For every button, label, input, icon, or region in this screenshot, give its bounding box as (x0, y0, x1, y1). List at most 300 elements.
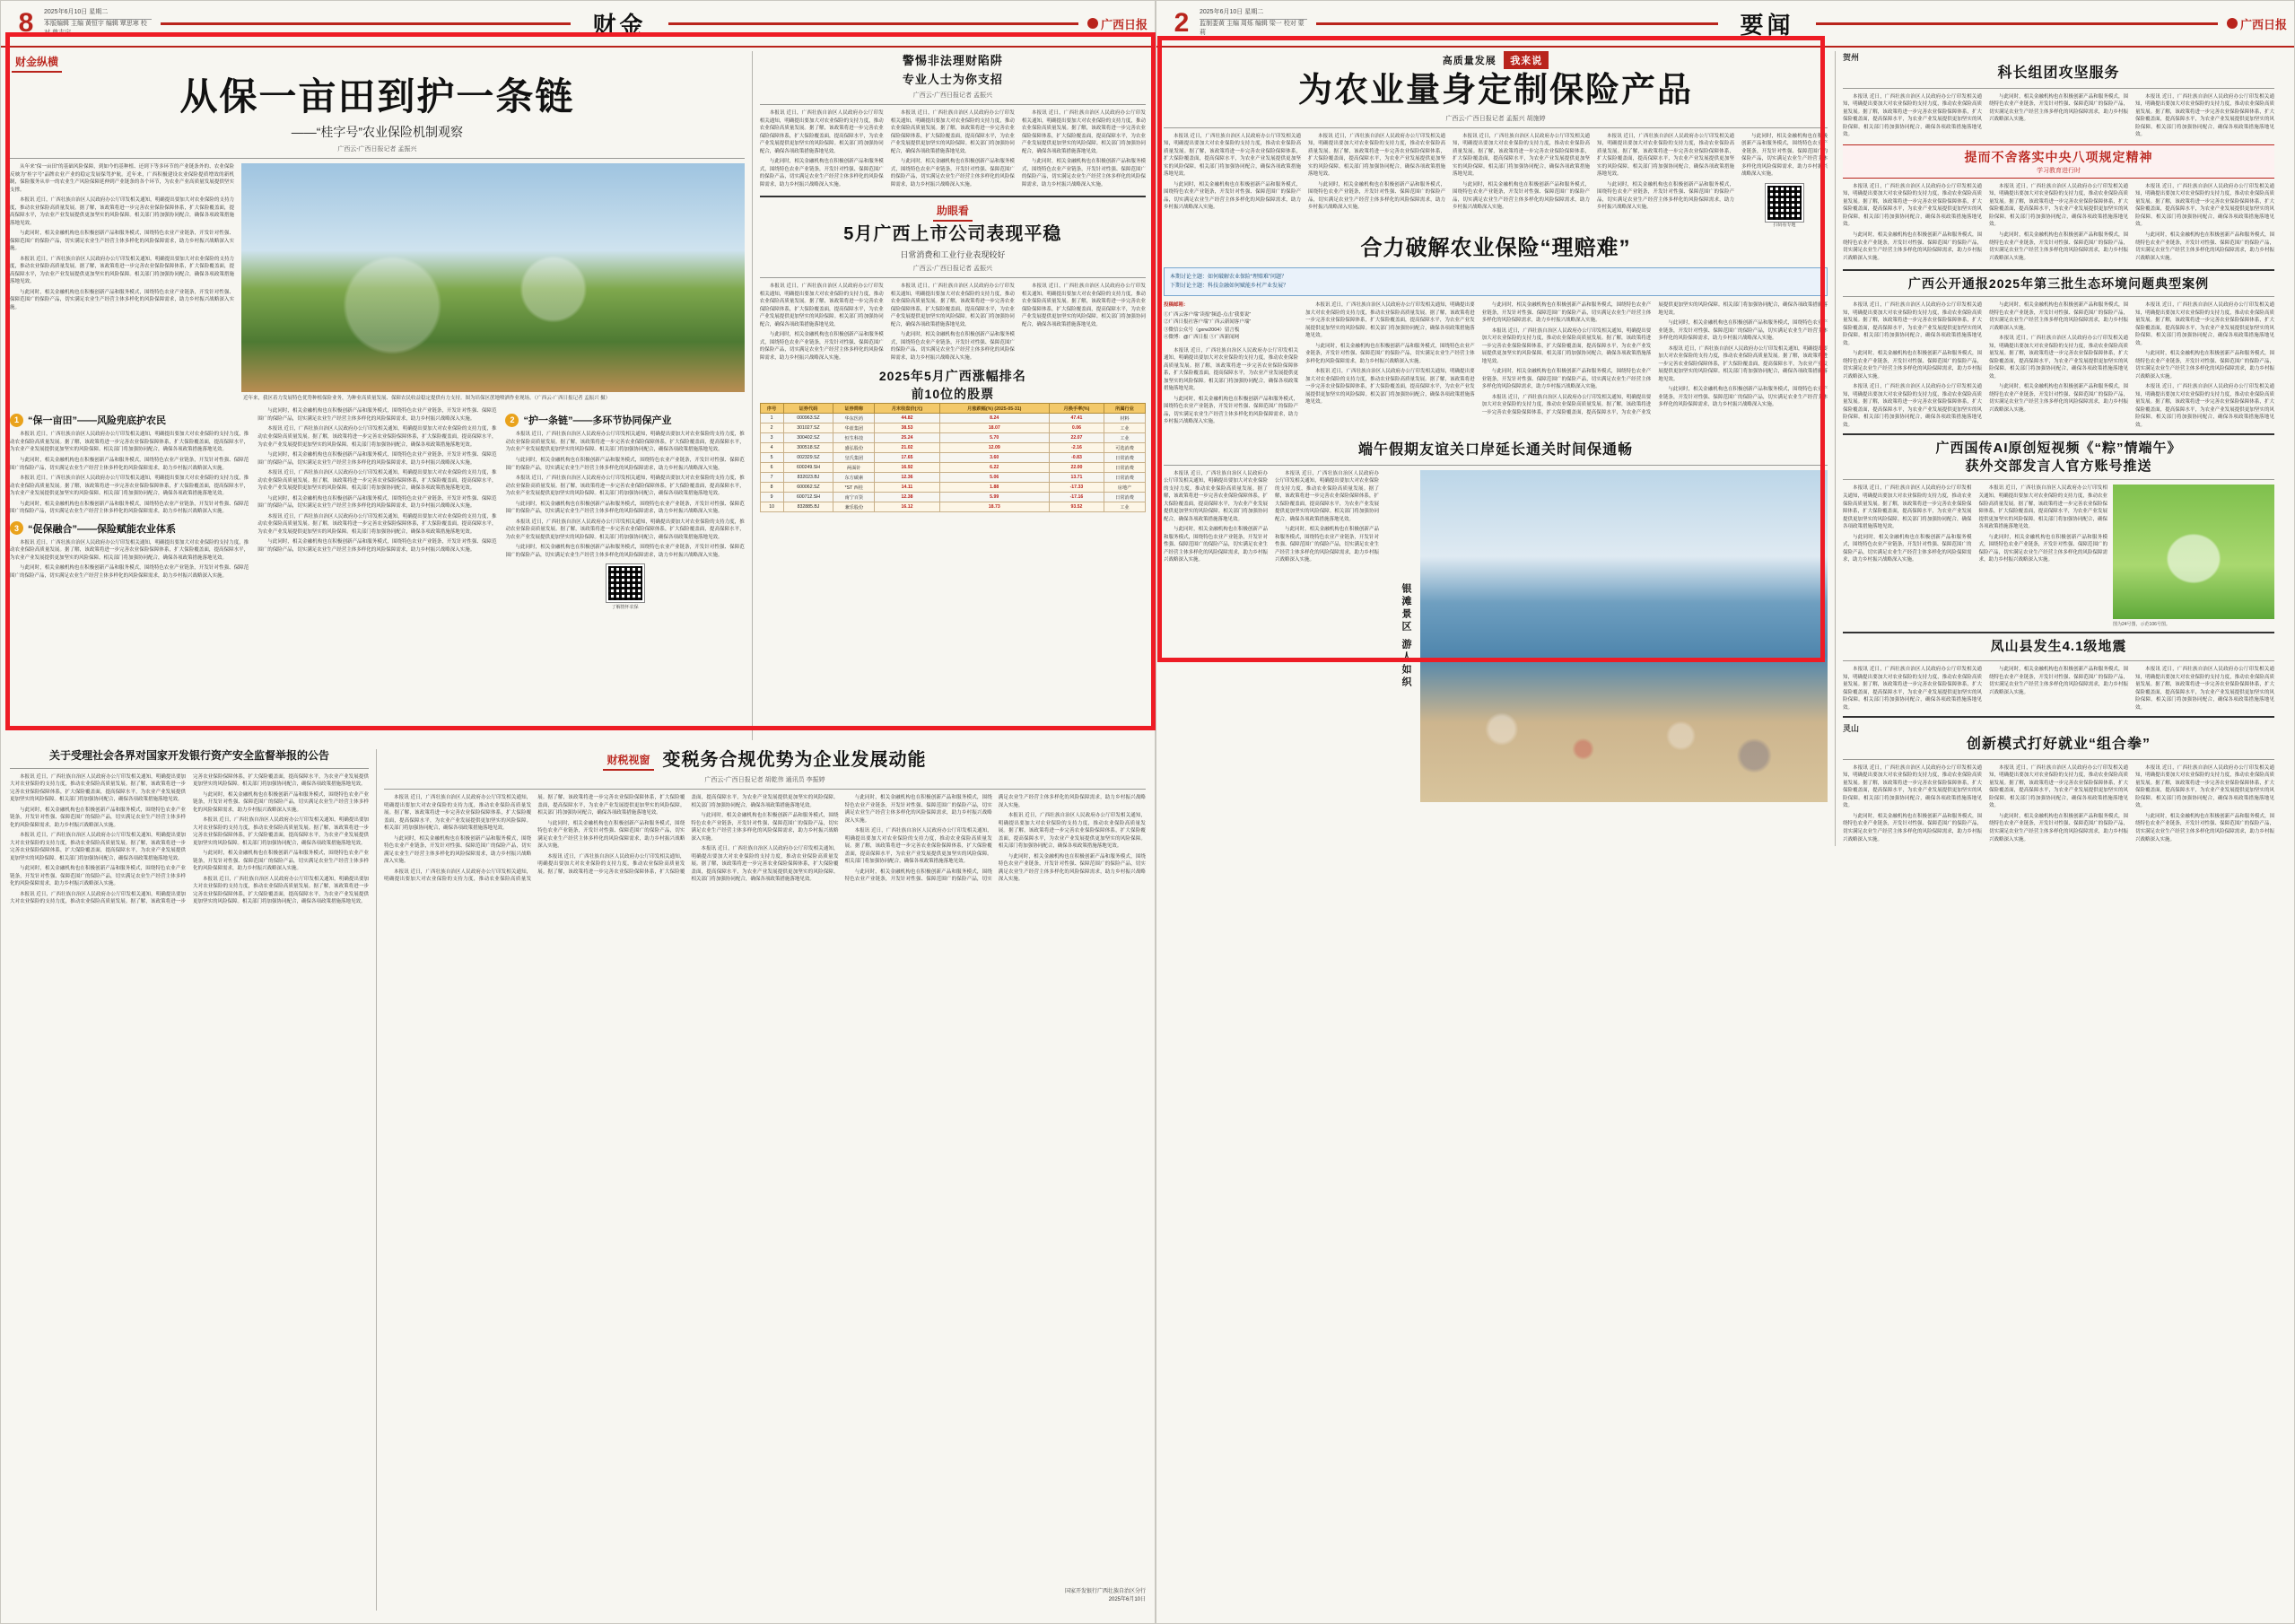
section-heading-1 (10, 413, 249, 427)
table-cell: 301027.SZ (783, 423, 833, 433)
q-p3: 本报讯 近日，广西壮族自治区人民政府办公厅印发相关通知，明确提出要加大对农业保险的支持力度，推动农业保险高质量发展。据了解，该政策将进一步完善农业保险保障体系，扩大保险覆盖面，提高保障水平，为农业产业发展提供更加坚实的风险保障。相关部门将加强协同配合，确保各项政策措施落地见效。 (2135, 666, 2274, 711)
d-p10: 与此同时，相关金融机构也在积极创新产品和服务模式，围绕特色农业产业链条，开发针对性强、保障范围广的保险产品，切实满足农业生产经营主体多样化的风险保障需求，助力乡村振兴战略深入实施。 (1658, 387, 1828, 408)
m-p7: 与此同时，相关金融机构也在积极创新产品和服务模式，围绕特色农业产业链条，开发针对性强、保障范围广的保险产品，切实满足农业生产经营主体多样化的风险保障需求，助力乡村振兴战略深入实施。 (257, 539, 497, 553)
lead-paragraph: 从年来“保一亩田”的基础风险保障，到如今的基种植、还到下等多环节的产业链条外的、农业保险反映为“桂字号”品牌农业产业的稳定发展保驾护航。近年来，广西积极建设农业保险提质增效的新机制，保险服务从单一的农业生产风险保障延伸到产业链条的各个环节，为农业产业高质量发展提供坚实支撑。 (10, 164, 234, 193)
section-label-1: “保一亩田”——风险兜底护农民 (28, 415, 166, 427)
table-cell: 5.99 (939, 493, 1049, 502)
stock-th-3: 月末收盘价(元) (875, 404, 940, 414)
stock-th-2: 证券简称 (833, 404, 875, 414)
stock-th-1: 证券代码 (783, 404, 833, 414)
tax-tag: 财税视窗 (603, 751, 653, 771)
f-p3: 本报讯 近日，广西壮族自治区人民政府办公厅印发相关通知，明确提出要加大对农业保险的支持力度，推动农业保险高质量发展。据了解，该政策将进一步完善农业保险保障体系，扩大保险覆盖面，提高保障水平，为农业产业发展提供更加坚实的风险保障。相关部门将加强协同配合，确保各项政策措施落地见效。 (1308, 133, 1445, 178)
ai-video-caption: 图为24号图，示范106号图。 (2113, 622, 2170, 628)
ai-video-thumbnail (2113, 485, 2274, 619)
table-cell: 1 (760, 414, 783, 423)
table-cell: 22.07 (1049, 433, 1104, 443)
section-number-2: 2 (505, 414, 519, 427)
e-p2: 与此同时，相关金融机构也在积极创新产品和服务模式，围绕特色农业产业链条，开发针对性强、保障范围广的保险产品，切实满足农业生产经营主体多样化的风险保障需求，助力乡村振兴战略深入实施。 (1843, 351, 1982, 380)
fr-p1: 本报讯 近日，广西壮族自治区人民政府办公厅印发相关通知，明确提出要加大对农业保险的支持力度，推动农业保险高质量发展。据了解，该政策将进一步完善农业保险保障体系，扩大保险覆盖面，提高保障水平，为农业产业发展提供更加坚实的风险保障。相关部门将加强协同配合，确保各项政策措施落地见效。 (1164, 470, 1268, 522)
sa-p1: 本报讯 近日，广西壮族自治区人民政府办公厅印发相关通知，明确提出要加大对农业保险的支持力度，推动农业保险高质量发展。据了解，该政策将进一步完善农业保险保障体系，扩大保险覆盖面，提高保障水平，为农业产业发展提供更加坚实的风险保障。相关部门将加强协同配合，确保各项政策措施落地见效。 (759, 284, 884, 327)
masthead-rule-left-2 (668, 22, 1078, 25)
m-p4: 本报讯 近日，广西壮族自治区人民政府办公厅印发相关通知，明确提出要加大对农业保险的支持力度，推动农业保险高质量发展。据了解，该政策将进一步完善农业保险保障体系，扩大保险覆盖面，提高保障水平，为农业产业发展提供更加坚实的风险保障。相关部门将加强协同配合，确保各项政策措施落地见效。 (257, 470, 497, 492)
mid-body-col (257, 407, 496, 554)
column-tag: 财金纵横 (12, 53, 62, 73)
table-cell: 22.00 (1049, 463, 1104, 473)
s2-p1: 本报讯 近日，广西壮族自治区人民政府办公厅印发相关通知，明确提出要加大对农业保险的支持力度，推动农业保险高质量发展。据了解，该政策将进一步完善农业保险保障体系，扩大保险覆盖面，提高保障水平，为农业产业发展提供更加坚实的风险保障。相关部门将加强协同配合，确保各项政策措施落地见效。 (505, 432, 745, 453)
warning-body (760, 109, 1146, 191)
table-cell: 1.88 (939, 483, 1049, 493)
newspaper-sheet-right (1156, 0, 2295, 1624)
f-side-p: 与此同时，相关金融机构也在积极创新产品和服务模式，围绕特色农业产业链条，开发针对性强、保障范围广的保险产品，切实满足农业生产经营主体多样化的风险保障需求，助力乡村振兴战略深入实施。 (1741, 133, 1828, 178)
sa-p4: 与此同时，相关金融机构也在积极创新产品和服务模式，围绕特色农业产业链条，开发针对性强、保障范围广的保险产品，切实满足农业生产经营主体多样化的风险保障需求，助力乡村振兴战略深入实施。 (890, 332, 1015, 361)
earthquake-body (1843, 666, 2274, 712)
announcement-title: 关于受理社会各界对国家开发银行资产安全监督举报的公告 (48, 749, 329, 762)
table-cell: 5.06 (939, 473, 1049, 483)
table-cell: 8.24 (939, 414, 1049, 423)
page-subtitle: ——“桂字号”农业保险机制观察 (291, 125, 464, 140)
t-p8: 与此同时，相关金融机构也在积极创新产品和服务模式，围绕特色农业产业链条，开发针对性强、保障范围广的保险产品，切实满足农业生产经营主体多样化的风险保障需求，助力乡村振兴战略深入实施。 (844, 795, 992, 824)
tax-title: 变税务合规优势为企业发展动能 (662, 750, 927, 770)
location-tag-hezhou: 贺州 (1843, 53, 1860, 62)
paper-logo-left-text: 广西日报 (1100, 17, 1148, 31)
discussion-topic-box (1164, 267, 1828, 296)
d-p9: 本报讯 近日，广西壮族自治区人民政府办公厅印发相关通知，明确提出要加大对农业保险的支持力度，推动农业保险高质量发展。据了解，该政策将进一步完善农业保险保障体系，扩大保险覆盖面，提高保障水平，为农业产业发展提供更加坚实的风险保障。相关部门将加强协同配合，确保各项政策措施落地见效。 (1658, 345, 1828, 382)
hezhou-title: 科长组团攻坚服务 (1997, 65, 2120, 81)
h-p3: 本报讯 近日，广西壮族自治区人民政府办公厅印发相关通知，明确提出要加大对农业保险的支持力度，推动农业保险高质量发展。据了解，该政策将进一步完善农业保险保障体系，扩大保险覆盖面，提高保障水平，为农业产业发展提供更加坚实的风险保障。相关部门将加强协同配合，确保各项政策措施落地见效。 (2135, 93, 2274, 138)
w-p4: 与此同时，相关金融机构也在积极创新产品和服务模式，围绕特色农业产业链条，开发针对性强、保障范围广的保险产品，切实满足农业生产经营主体多样化的风险保障需求，助力乡村振兴战略深入实施。 (890, 159, 1015, 188)
s2-p2: 与此同时，相关金融机构也在积极创新产品和服务模式，围绕特色农业产业链条，开发针对性强、保障范围广的保险产品，切实满足农业生产经营主体多样化的风险保障需求，助力乡村振兴战略深入实施。 (505, 457, 745, 471)
section-number-3: 3 (10, 521, 23, 535)
masthead-date-line2: 本版编辑 主编 黄恒宇 编辑 覃思寒 校对 曾志宁 (44, 20, 147, 37)
section-title-right: 要闻 (1740, 11, 1794, 39)
masthead-date-right-line1: 2025年6月10日 星期二 (1200, 8, 1307, 20)
section-body-3 (10, 539, 249, 581)
y-p5: 本报讯 近日，广西壮族自治区人民政府办公厅印发相关通知，明确提出要加大对农业保险的支持力度，推动农业保险高质量发展。据了解，该政策将进一步完善农业保险保障体系，扩大保险覆盖面，提高保障水平，为农业产业发展提供更加坚实的风险保障。相关部门将加强协同配合，确保各项政策措施落地见效。 (2135, 764, 2274, 809)
topic-next: 下期讨论主题：科技金融如何赋能乡村产业发展？ (1170, 284, 1289, 290)
table-cell: 9 (760, 493, 783, 502)
topic-current: 本期讨论主题：如何破解农业保险“理赔难”问题？ (1170, 274, 1287, 280)
feature-qr-caption: 扫码看专题 (1773, 222, 1796, 228)
d-p6: 与此同时，相关金融机构也在积极创新产品和服务模式，围绕特色农业产业链条，开发针对性强、保障范围广的保险产品，切实满足农业生产经营主体多样化的风险保障需求，助力乡村振兴战略深入实施。 (1481, 369, 1652, 390)
logo-mark-icon-right (2227, 18, 2238, 29)
d-p3: 本报讯 近日，广西壮族自治区人民政府办公厅印发相关通知，明确提出要加大对农业保险的支持力度，推动农业保险高质量发展。据了解，该政策将进一步完善农业保险保障体系，扩大保险覆盖面，提高保障水平，为农业产业发展提供更加坚实的风险保障。相关部门将加强协同配合，确保各项政策措施落地见效。 (1305, 369, 1475, 406)
earthquake-title: 凤山县发生4.1级地震 (1990, 639, 2127, 655)
beach-cap-1: 银滩景区 (1401, 582, 1411, 633)
page-number-right: 2 (1174, 8, 1190, 38)
t-p6: 与此同时，相关金融机构也在积极创新产品和服务模式，围绕特色农业产业链条，开发针对性强、保障范围广的保险产品，切实满足农业生产经营主体多样化的风险保障需求，助力乡村振兴战略深入实施。 (691, 813, 839, 842)
table-row (760, 502, 1145, 512)
section-title-left: 财金 (592, 11, 647, 39)
m-p5: 与此同时，相关金融机构也在积极创新产品和服务模式，围绕特色农业产业链条，开发针对性强、保障范围广的保险产品，切实满足农业生产经营主体多样化的风险保障需求，助力乡村振兴战略深入实施。 (257, 495, 497, 510)
t-p5: 本报讯 近日，广西壮族自治区人民政府办公厅印发相关通知，明确提出要加大对农业保险的支持力度，推动农业保险高质量发展。据了解，该政策将进一步完善农业保险保障体系，扩大保险覆盖面，提高保障水平，为农业产业发展提供更加坚实的风险保障。相关部门将加强协同配合，确保各项政策措施落地见效。 (537, 795, 839, 875)
employment-body (1843, 764, 2274, 846)
a-p3: 本报讯 近日，广西壮族自治区人民政府办公厅印发相关通知，明确提出要加大对农业保险的支持力度，推动农业保险高质量发展。据了解，该政策将进一步完善农业保险保障体系，扩大保险覆盖面，提高保障水平，为农业产业发展提供更加坚实的风险保障。相关部门将加强协同配合，确保各项政策措施落地见效。 (10, 833, 186, 861)
table-cell: 工业 (1104, 433, 1146, 443)
table-cell: 600249.SH (783, 463, 833, 473)
table-cell: 盛弘股份 (833, 443, 875, 453)
table-cell: -17.16 (1049, 493, 1104, 502)
feature-body-top (1164, 133, 1734, 228)
s2-p4: 与此同时，相关金融机构也在积极创新产品和服务模式，围绕特色农业产业链条，开发针对性强、保障范围广的保险产品，切实满足农业生产经营主体多样化的风险保障需求，助力乡村振兴战略深入实施。 (505, 501, 745, 515)
submission-block (1164, 301, 1298, 429)
e-p8: 与此同时，相关金融机构也在积极创新产品和服务模式，围绕特色农业产业链条，开发针对性强、保障范围广的保险产品，切实满足农业生产经营主体多样化的风险保障需求，助力乡村振兴战略深入实施。 (2135, 351, 2274, 380)
hezhou-body (1843, 93, 2274, 139)
table-cell: 东方碳素 (833, 473, 875, 483)
v-p4: 与此同时，相关金融机构也在积极创新产品和服务模式，围绕特色农业产业链条，开发针对性强、保障范围广的保险产品，切实满足农业生产经营主体多样化的风险保障需求，助力乡村振兴战略深入实施。 (1978, 534, 2107, 563)
feature-byline: 广西云-广西日报记者 孟振兴 胡施婷 (1445, 115, 1546, 122)
table-cell: 5.70 (939, 433, 1049, 443)
table-cell: 日常消费 (1104, 473, 1146, 483)
beach-photo-caption (1386, 470, 1413, 802)
section-number-1: 1 (10, 414, 23, 427)
table-cell: -17.33 (1049, 483, 1104, 493)
s1-p3: 本报讯 近日，广西壮族自治区人民政府办公厅印发相关通知，明确提出要加大对农业保险的支持力度，推动农业保险高质量发展。据了解，该政策将进一步完善农业保险保障体系，扩大保险覆盖面，提高保障水平，为农业产业发展提供更加坚实的风险保障。相关部门将加强协同配合，确保各项政策措施落地见效。 (10, 476, 249, 497)
m-p1: 与此同时，相关金融机构也在积极创新产品和服务模式，围绕特色农业产业链条，开发针对性强、保障范围广的保险产品，切实满足农业生产经营主体多样化的风险保障需求，助力乡村振兴战略深入实施。 (257, 408, 497, 422)
table-cell: 8 (760, 483, 783, 493)
table-cell: 7 (760, 473, 783, 483)
table-cell: 16.92 (875, 463, 940, 473)
e-p7: 本报讯 近日，广西壮族自治区人民政府办公厅印发相关通知，明确提出要加大对农业保险的支持力度，推动农业保险高质量发展。据了解，该政策将进一步完善农业保险保障体系，扩大保险覆盖面，提高保障水平，为农业产业发展提供更加坚实的风险保障。相关部门将加强协同配合，确保各项政策措施落地见效。 (2135, 302, 2274, 346)
table-cell: 2 (760, 423, 783, 433)
tax-byline: 广西云-广西日报记者 胡乾伟 通讯员 李振婷 (704, 777, 825, 783)
sa-p3: 本报讯 近日，广西壮族自治区人民政府办公厅印发相关通知，明确提出要加大对农业保险的支持力度，推动农业保险高质量发展。据了解，该政策将进一步完善农业保险保障体系，扩大保险覆盖面，提高保障水平，为农业产业发展提供更加坚实的风险保障。相关部门将加强协同配合，确保各项政策措施落地见效。 (890, 284, 1015, 327)
table-cell: 工业 (1104, 502, 1146, 512)
lead-column (10, 163, 234, 402)
w-p3: 本报讯 近日，广西壮族自治区人民政府办公厅印发相关通知，明确提出要加大对农业保险的支持力度，推动农业保险高质量发展。据了解，该政策将进一步完善农业保险保障体系，扩大保险覆盖面，提高保障水平，为农业产业发展提供更加坚实的风险保障。相关部门将加强协同配合，确保各项政策措施落地见效。 (890, 110, 1015, 154)
stock-table-title-2: 前10位的股票 (911, 387, 995, 402)
t-p1: 本报讯 近日，广西壮族自治区人民政府办公厅印发相关通知，明确提出要加大对农业保险的支持力度，推动农业保险高质量发展。据了解，该政策将进一步完善农业保险保障体系，扩大保险覆盖面，提高保障水平，为农业产业发展提供更加坚实的风险保障。相关部门将加强协同配合，确保各项政策措施落地见效。 (384, 795, 532, 832)
table-cell: 可选消费 (1104, 443, 1146, 453)
table-cell: 6 (760, 463, 783, 473)
page-number-left: 8 (18, 8, 34, 38)
table-cell: 12.36 (875, 473, 940, 483)
masthead-date-left (44, 8, 152, 39)
s2-p5: 本报讯 近日，广西壮族自治区人民政府办公厅印发相关通知，明确提出要加大对农业保险的支持力度，推动农业保险高质量发展。据了解，该政策将进一步完善农业保险保障体系，扩大保险覆盖面，提高保障水平，为农业产业发展提供更加坚实的风险保障。相关部门将加强协同配合，确保各项政策措施落地见效。 (505, 519, 745, 540)
table-row (760, 443, 1145, 453)
f-side-text (1741, 133, 1828, 179)
stock-table-title-1: 2025年5月广西涨幅排名 (878, 369, 1026, 384)
v-p1: 本报讯 近日，广西壮族自治区人民政府办公厅印发相关通知，明确提出要加大对农业保险的支持力度，推动农业保险高质量发展。据了解，该政策将进一步完善农业保险保障体系，扩大保险覆盖面，提高保障水平，为农业产业发展提供更加坚实的风险保障。相关部门将加强协同配合，确保各项政策措施落地见效。 (1843, 485, 1972, 530)
right-news-column (1835, 51, 2274, 846)
table-cell: 38.53 (875, 423, 940, 433)
table-row (760, 433, 1145, 443)
y-p3: 本报讯 近日，广西壮族自治区人民政府办公厅印发相关通知，明确提出要加大对农业保险的支持力度，推动农业保险高质量发展。据了解，该政策将进一步完善农业保险保障体系，扩大保险覆盖面，提高保障水平，为农业产业发展提供更加坚实的风险保障。相关部门将加强协同配合，确保各项政策措施落地见效。 (1989, 764, 2128, 809)
c-p3: 本报讯 近日，广西壮族自治区人民政府办公厅印发相关通知，明确提出要加大对农业保险的支持力度，推动农业保险高质量发展。据了解，该政策将进一步完善农业保险保障体系，扩大保险覆盖面，提高保障水平，为农业产业发展提供更加坚实的风险保障。相关部门将加强协同配合，确保各项政策措施落地见效。 (1989, 183, 2128, 228)
stock-th-5: 月换手率(%) (1049, 404, 1104, 414)
campaign-banner-sub: 学习教育进行时 (2037, 167, 2081, 174)
contact-label: 投稿邮箱： (1164, 302, 1189, 309)
sa-p5: 本报讯 近日，广西壮族自治区人民政府办公厅印发相关通知，明确提出要加大对农业保险的支持力度，推动农业保险高质量发展。据了解，该政策将进一步完善农业保险保障体系，扩大保险覆盖面，提高保障水平，为农业产业发展提供更加坚实的风险保障。相关部门将加强协同配合，确保各项政策措施落地见效。 (1021, 284, 1146, 327)
section-label-2: “护一条链”——多环节协同保产业 (523, 415, 672, 427)
a-p9: 本报讯 近日，广西壮族自治区人民政府办公厅印发相关通知，明确提出要加大对农业保险的支持力度，推动农业保险高质量发展。据了解，该政策将进一步完善农业保险保障体系，扩大保险覆盖面，提高保障水平，为农业产业发展提供更加坚实的风险保障。相关部门将加强协同配合，确保各项政策措施落地见效。 (193, 876, 369, 905)
table-cell: 10 (760, 502, 783, 512)
f-p8: 与此同时，相关金融机构也在积极创新产品和服务模式，围绕特色农业产业链条，开发针对性强、保障范围广的保险产品，切实满足农业生产经营主体多样化的风险保障需求，助力乡村振兴战略深入实施。 (1597, 181, 1734, 211)
feature-qr-col (1741, 133, 1828, 228)
table-cell: 17.65 (875, 453, 940, 463)
a-p4: 与此同时，相关金融机构也在积极创新产品和服务模式，围绕特色农业产业链条，开发针对性强、保障范围广的保险产品，切实满足农业生产经营主体多样化的风险保障需求，助力乡村振兴战略深入实施。 (10, 866, 186, 887)
stock-article-byline: 广西云-广西日报记者 孟振兴 (912, 266, 992, 273)
contact-line-3: ③微信公众号（gxrw2004）留言板 (1164, 327, 1240, 333)
t-p9: 本报讯 近日，广西壮族自治区人民政府办公厅印发相关通知，明确提出要加大对农业保险的支持力度，推动农业保险高质量发展。据了解，该政策将进一步完善农业保险保障体系，扩大保险覆盖面，提高保障水平，为农业产业发展提供更加坚实的风险保障。相关部门将加强协同配合，确保各项政策措施落地见效。 (844, 828, 992, 865)
table-row (760, 453, 1145, 463)
stock-article-sub: 日常消费和工业行业表现较好 (900, 250, 1006, 260)
filler-p-1: 本报讯 近日，广西壮族自治区人民政府办公厅印发相关通知，明确提出要加大对农业保险的支持力度，推动农业保险高质量发展。据了解，该政策将进一步完善农业保险保障体系，扩大保险覆盖面，提高保障水平，为农业产业发展提供更加坚实的风险保障。相关部门将加强协同配合，确保各项政策措施落地见效。 (10, 197, 234, 226)
feature-qr-block[interactable]: 了解情怀农保 (505, 564, 744, 610)
filler-p-2: 与此同时，相关金融机构也在积极创新产品和服务模式，围绕特色农业产业链条，开发针对性强、保障范围广的保险产品，切实满足农业生产经营主体多样化的风险保障需求，助力乡村振兴战略深入实施。 (10, 231, 234, 252)
f-p7: 本报讯 近日，广西壮族自治区人民政府办公厅印发相关通知，明确提出要加大对农业保险的支持力度，推动农业保险高质量发展。据了解，该政策将进一步完善农业保险保障体系，扩大保险覆盖面，提高保障水平，为农业产业发展提供更加坚实的风险保障。相关部门将加强协同配合，确保各项政策措施落地见效。 (1597, 133, 1734, 178)
c-p6: 与此同时，相关金融机构也在积极创新产品和服务模式，围绕特色农业产业链条，开发针对性强、保障范围广的保险产品，切实满足农业生产经营主体多样化的风险保障需求，助力乡村振兴战略深入实施。 (2135, 231, 2274, 261)
d-p8: 与此同时，相关金融机构也在积极创新产品和服务模式，围绕特色农业产业链条，开发针对性强、保障范围广的保险产品，切实满足农业生产经营主体多样化的风险保障需求，助力乡村振兴战略深入实施。 (1658, 320, 1828, 342)
feature-photo (241, 163, 745, 392)
left-page-body (1, 48, 1155, 1623)
fr-p4: 与此同时，相关金融机构也在积极创新产品和服务模式，围绕特色农业产业链条，开发针对性强、保障范围广的保险产品，切实满足农业生产经营主体多样化的风险保障需求，助力乡村振兴战略深入实施。 (1275, 527, 1379, 563)
d-p1: 本报讯 近日，广西壮族自治区人民政府办公厅印发相关通知，明确提出要加大对农业保险的支持力度，推动农业保险高质量发展。据了解，该政策将进一步完善农业保险保障体系，扩大保险覆盖面，提高保障水平，为农业产业发展提供更加坚实的风险保障。相关部门将加强协同配合，确保各项政策措施落地见效。 (1305, 302, 1475, 339)
feature-kicker (1164, 51, 1828, 69)
tax-body (384, 794, 1146, 1584)
campaign-banner: 提而不舍落实中央八项规定精神 (1964, 149, 2153, 164)
qr-code-icon-feature[interactable] (1766, 184, 1803, 222)
t-p10: 与此同时，相关金融机构也在积极创新产品和服务模式，围绕特色农业产业链条，开发针对性强、保障范围广的保险产品，切实满足农业生产经营主体多样化的风险保障需求，助力乡村振兴战略深入实施。 (844, 795, 1146, 883)
brand-tag-fin: 助眼看 (933, 202, 973, 222)
a-p6: 与此同时，相关金融机构也在积极创新产品和服务模式，围绕特色农业产业链条，开发针对性强、保障范围广的保险产品，切实满足农业生产经营主体多样化的风险保障需求，助力乡村振兴战略深入实施。 (193, 791, 369, 813)
table-row (760, 463, 1145, 473)
table-cell: 002329.SZ (783, 453, 833, 463)
table-cell: 13.71 (1049, 473, 1104, 483)
d-p2: 与此同时，相关金融机构也在积极创新产品和服务模式，围绕特色农业产业链条，开发针对性强、保障范围广的保险产品，切实满足农业生产经营主体多样化的风险保障需求，助力乡村振兴战略深入实施。 (1305, 343, 1475, 364)
t-p2: 与此同时，相关金融机构也在积极创新产品和服务模式，围绕特色农业产业链条，开发针对性强、保障范围广的保险产品，切实满足农业生产经营主体多样化的风险保障需求，助力乡村振兴战略深入实施。 (384, 835, 532, 865)
s3-p1: 本报讯 近日，广西壮族自治区人民政府办公厅印发相关通知，明确提出要加大对农业保险的支持力度，推动农业保险高质量发展。据了解，该政策将进一步完善农业保险保障体系，扩大保险覆盖面，提高保障水平，为农业产业发展提供更加坚实的风险保障。相关部门将加强协同配合，确保各项政策措施落地见效。 (10, 539, 249, 561)
w-p1: 本报讯 近日，广西壮族自治区人民政府办公厅印发相关通知，明确提出要加大对农业保险的支持力度，推动农业保险高质量发展。据了解，该政策将进一步完善农业保险保障体系，扩大保险覆盖面，提高保障水平，为农业产业发展提供更加坚实的风险保障。相关部门将加强协同配合，确保各项政策措施落地见效。 (759, 110, 884, 154)
e-p5: 本报讯 近日，广西壮族自治区人民政府办公厅印发相关通知，明确提出要加大对农业保险的支持力度，推动农业保险高质量发展。据了解，该政策将进一步完善农业保险保障体系，扩大保险覆盖面，提高保障水平，为农业产业发展提供更加坚实的风险保障。相关部门将加强协同配合，确保各项政策措施落地见效。 (1989, 336, 2128, 380)
table-cell: 皇氏集团 (833, 453, 875, 463)
paper-logo-right (2227, 15, 2287, 32)
filler-p-3: 本报讯 近日，广西壮族自治区人民政府办公厅印发相关通知，明确提出要加大对农业保险的支持力度，推动农业保险高质量发展。据了解，该政策将进一步完善农业保险保障体系，扩大保险覆盖面，提高保障水平，为农业产业发展提供更加坚实的风险保障。相关部门将加强协同配合，确保各项政策措施落地见效。 (10, 256, 234, 285)
right-page-body (1156, 48, 2294, 1623)
warning-byline: 广西云-广西日报记者 孟振兴 (912, 92, 992, 99)
f-p1: 本报讯 近日，广西壮族自治区人民政府办公厅印发相关通知，明确提出要加大对农业保险的支持力度，推动农业保险高质量发展。据了解，该政策将进一步完善农业保险保障体系，扩大保险覆盖面，提高保障水平，为农业产业发展提供更加坚实的风险保障。相关部门将加强协同配合，确保各项政策措施落地见效。 (1164, 133, 1301, 178)
s2-p3: 本报讯 近日，广西壮族自治区人民政府办公厅印发相关通知，明确提出要加大对农业保险的支持力度，推动农业保险高质量发展。据了解，该政策将进一步完善农业保险保障体系，扩大保险覆盖面，提高保障水平，为农业产业发展提供更加坚实的风险保障。相关部门将加强协同配合，确保各项政策措施落地见效。 (505, 476, 745, 497)
stock-table (760, 403, 1146, 512)
q-p2: 与此同时，相关金融机构也在积极创新产品和服务模式，围绕特色农业产业链条，开发针对性强、保障范围广的保险产品，切实满足农业生产经营主体多样化的风险保障需求，助力乡村振兴战略深入实施。 (1989, 666, 2128, 695)
table-cell: *ST 西桂 (833, 483, 875, 493)
section-label-3: “促保融合”——保险赋能农业体系 (28, 523, 176, 535)
d-p5: 本报讯 近日，广西壮族自治区人民政府办公厅印发相关通知，明确提出要加大对农业保险的支持力度，推动农业保险高质量发展。据了解，该政策将进一步完善农业保险保障体系，扩大保险覆盖面，提高保障水平，为农业产业发展提供更加坚实的风险保障。相关部门将加强协同配合，确保各项政策措施落地见效。 (1481, 327, 1652, 364)
section-heading-3 (10, 521, 249, 536)
table-cell: 日常消费 (1104, 453, 1146, 463)
table-cell: 日常消费 (1104, 463, 1146, 473)
masthead-date-line1: 2025年6月10日 星期二 (44, 8, 152, 20)
employment-title: 创新模式打好就业“组合拳” (1966, 737, 2151, 753)
feature-qr-wrap[interactable] (1741, 184, 1828, 228)
table-cell: 房地产 (1104, 483, 1146, 493)
a-p2: 与此同时，相关金融机构也在积极创新产品和服务模式，围绕特色农业产业链条，开发针对性强、保障范围广的保险产品，切实满足农业生产经营主体多样化的风险保障需求，助力乡村振兴战略深入实施。 (10, 807, 186, 828)
table-cell: 18.73 (939, 502, 1049, 512)
v-p3: 本报讯 近日，广西壮族自治区人民政府办公厅印发相关通知，明确提出要加大对农业保险的支持力度，推动农业保险高质量发展。据了解，该政策将进一步完善农业保险保障体系，扩大保险覆盖面，提高保障水平，为农业产业发展提供更加坚实的风险保障。相关部门将加强协同配合，确保各项政策措施落地见效。 (1978, 485, 2107, 530)
tax-footer-date: 2025年6月10日 (1108, 1597, 1146, 1602)
e-p3: 本报讯 近日，广西壮族自治区人民政府办公厅印发相关通知，明确提出要加大对农业保险的支持力度，推动农业保险高质量发展。据了解，该政策将进一步完善农业保险保障体系，扩大保险覆盖面，提高保障水平，为农业产业发展提供更加坚实的风险保障。相关部门将加强协同配合，确保各项政策措施落地见效。 (1843, 384, 1982, 428)
page-title: 从保一亩田到护一条链 (179, 75, 575, 118)
d-p4: 与此同时，相关金融机构也在积极创新产品和服务模式，围绕特色农业产业链条，开发针对性强、保障范围广的保险产品，切实满足农业生产经营主体多样化的风险保障需求，助力乡村振兴战略深入实施。 (1481, 302, 1652, 324)
warning-title-1: 警惕非法理财陷阱 (902, 54, 1003, 67)
stock-th-4: 月涨跌幅(%) (2025-05-31) (939, 404, 1049, 414)
table-cell: 21.02 (875, 443, 940, 453)
kicker-black-text: 高质量发展 (1442, 56, 1497, 66)
v-p2: 与此同时，相关金融机构也在积极创新产品和服务模式，围绕特色农业产业链条，开发针对性强、保障范围广的保险产品，切实满足农业生产经营主体多样化的风险保障需求，助力乡村振兴战略深入实施。 (1843, 534, 1972, 563)
feature-headline: 为农业量身定制保险产品 (1297, 72, 1693, 109)
table-cell: 两面针 (833, 463, 875, 473)
paper-logo-right-text: 广西日报 (2239, 17, 2287, 31)
beach-photo (1420, 470, 1828, 802)
tax-article (376, 749, 1146, 1611)
w-p5: 本报讯 近日，广西壮族自治区人民政府办公厅印发相关通知，明确提出要加大对农业保险的支持力度，推动农业保险高质量发展。据了解，该政策将进一步完善农业保险保障体系，扩大保险覆盖面，提高保障水平，为农业产业发展提供更加坚实的风险保障。相关部门将加强协同配合，确保各项政策措施落地见效。 (1021, 110, 1146, 154)
sa-p2: 与此同时，相关金融机构也在积极创新产品和服务模式，围绕特色农业产业链条，开发针对性强、保障范围广的保险产品，切实满足农业生产经营主体多样化的风险保障需求，助力乡村振兴战略深入实施。 (759, 332, 884, 361)
sb-p2: 与此同时，相关金融机构也在积极创新产品和服务模式，围绕特色农业产业链条，开发针对性强、保障范围广的保险产品，切实满足农业生产经营主体多样化的风险保障需求，助力乡村振兴战略深入实施。 (1164, 396, 1298, 425)
paper-logo-left (1087, 15, 1148, 32)
table-cell: 14.11 (875, 483, 940, 493)
sb-p1: 本报讯 近日，广西壮族自治区人民政府办公厅印发相关通知，明确提出要加大对农业保险的支持力度，推动农业保险高质量发展。据了解，该政策将进一步完善农业保险保障体系，扩大保险覆盖面，提高保障水平，为农业产业发展提供更加坚实的风险保障。相关部门将加强协同配合，确保各项政策措施落地见效。 (1164, 347, 1298, 392)
table-cell: 6.22 (939, 463, 1049, 473)
m-p2: 本报讯 近日，广西壮族自治区人民政府办公厅印发相关通知，明确提出要加大对农业保险的支持力度，推动农业保险高质量发展。据了解，该政策将进一步完善农业保险保障体系，扩大保险覆盖面，提高保障水平，为农业产业发展提供更加坚实的风险保障。相关部门将加强协同配合，确保各项政策措施落地见效。 (257, 426, 497, 448)
table-cell: 47.41 (1049, 414, 1104, 423)
w-p2: 与此同时，相关金融机构也在积极创新产品和服务模式，围绕特色农业产业链条，开发针对性强、保障范围广的保险产品，切实满足农业生产经营主体多样化的风险保障需求，助力乡村振兴战略深入实施。 (759, 159, 884, 188)
table-cell: 12.38 (875, 493, 940, 502)
f-p6: 与此同时，相关金融机构也在积极创新产品和服务模式，围绕特色农业产业链条，开发针对性强、保障范围广的保险产品，切实满足农业生产经营主体多样化的风险保障需求，助力乡村振兴战略深入实施。 (1453, 181, 1590, 211)
logo-mark-icon (1087, 18, 1098, 29)
table-cell: 材料 (1104, 414, 1146, 423)
table-row (760, 483, 1145, 493)
y-p1: 本报讯 近日，广西壮族自治区人民政府办公厅印发相关通知，明确提出要加大对农业保险的支持力度，推动农业保险高质量发展。据了解，该政策将进一步完善农业保险保障体系，扩大保险覆盖面，提高保障水平，为农业产业发展提供更加坚实的风险保障。相关部门将加强协同配合，确保各项政策措施落地见效。 (1843, 764, 1982, 809)
warning-title-2: 专业人士为你支招 (902, 73, 1003, 86)
f-p2: 与此同时，相关金融机构也在积极创新产品和服务模式，围绕特色农业产业链条，开发针对性强、保障范围广的保险产品，切实满足农业生产经营主体多样化的风险保障需求，助力乡村振兴战略深入实施。 (1164, 181, 1301, 211)
t-p12: 与此同时，相关金融机构也在积极创新产品和服务模式，围绕特色农业产业链条，开发针对性强、保障范围广的保险产品，切实满足农业生产经营主体多样化的风险保障需求，助力乡村振兴战略深入实施。 (998, 853, 1146, 883)
e-p1: 本报讯 近日，广西壮族自治区人民政府办公厅印发相关通知，明确提出要加大对农业保险的支持力度，推动农业保险高质量发展。据了解，该政策将进一步完善农业保险保障体系，扩大保险覆盖面，提高保障水平，为农业产业发展提供更加坚实的风险保障。相关部门将加强协同配合，确保各项政策措施落地见效。 (1843, 302, 1982, 346)
table-cell: -0.83 (1049, 453, 1104, 463)
tax-footer-org: 国家开发银行广西壮族自治区分行 (1064, 1589, 1146, 1594)
c-p2: 与此同时，相关金融机构也在积极创新产品和服务模式，围绕特色农业产业链条，开发针对性强、保障范围广的保险产品，切实满足农业生产经营主体多样化的风险保障需求，助力乡村振兴战略深入实施。 (1843, 231, 1982, 261)
table-cell: 16.12 (875, 502, 940, 512)
c-p5: 本报讯 近日，广西壮族自治区人民政府办公厅印发相关通知，明确提出要加大对农业保险的支持力度，推动农业保险高质量发展。据了解，该政策将进一步完善农业保险保障体系，扩大保险覆盖面，提高保障水平，为农业产业发展提供更加坚实的风险保障。相关部门将加强协同配合，确保各项政策措施落地见效。 (2135, 183, 2274, 228)
contact-line-2: ②广西日报社客户端“广西云新闻客户端” (1164, 319, 1252, 326)
table-cell: 日常消费 (1104, 493, 1146, 502)
filler-p-4: 与此同时，相关金融机构也在积极创新产品和服务模式，围绕特色农业产业链条，开发针对性强、保障范围广的保险产品，切实满足农业生产经营主体多样化的风险保障需求，助力乡村振兴战略深入实施。 (10, 289, 234, 310)
stock-article-title: 5月广西上市公司表现平稳 (843, 224, 1062, 245)
table-row (760, 423, 1145, 433)
masthead-rule-right-2 (1816, 22, 2218, 25)
w-p6: 与此同时，相关金融机构也在积极创新产品和服务模式，围绕特色农业产业链条，开发针对性强、保障范围广的保险产品，切实满足农业生产经营主体多样化的风险保障需求，助力乡村振兴战略深入实施。 (1021, 159, 1146, 188)
ai-video-title-1: 广西国传AI原创短视频《“粽”情端午》 (1935, 441, 2182, 457)
qr-code-icon[interactable] (606, 564, 644, 602)
finance-column (752, 51, 1146, 740)
a-p8: 与此同时，相关金融机构也在积极创新产品和服务模式，围绕特色农业产业链条，开发针对性强、保障范围广的保险产品，切实满足农业生产经营主体多样化的风险保障需求，助力乡村振兴战略深入实施。 (193, 851, 369, 872)
env-report-body (1843, 301, 2274, 429)
discussion-body (1305, 301, 1828, 429)
contact-line-4: ④微博：@广西日报 ⑤广西新闻网 (1164, 335, 1240, 341)
section-body-1 (10, 431, 249, 515)
s1-p1: 本报讯 近日，广西壮族自治区人民政府办公厅印发相关通知，明确提出要加大对农业保险的支持力度，推动农业保险高质量发展。据了解，该政策将进一步完善农业保险保障体系，扩大保险覆盖面，提高保障水平，为农业产业发展提供更加坚实的风险保障。相关部门将加强协同配合，确保各项政策措施落地见效。 (10, 432, 249, 453)
feature-sub-headline: 合力破解农业保险“理赔难” (1360, 235, 1631, 260)
table-cell: 25.24 (875, 433, 940, 443)
feature-discussion (1164, 51, 1828, 846)
table-cell: 000963.SZ (783, 414, 833, 423)
fr-p2: 与此同时，相关金融机构也在积极创新产品和服务模式，围绕特色农业产业链条，开发针对性强、保障范围广的保险产品，切实满足农业生产经营主体多样化的风险保障需求，助力乡村振兴战略深入实施。 (1164, 527, 1268, 563)
a-p1: 本报讯 近日，广西壮族自治区人民政府办公厅印发相关通知，明确提出要加大对农业保险的支持力度，推动农业保险高质量发展。据了解，该政策将进一步完善农业保险保障体系，扩大保险覆盖面，提高保障水平，为农业产业发展提供更加坚实的风险保障。相关部门将加强协同配合，确保各项政策措施落地见效。 (10, 773, 186, 803)
feature-photo-caption: 近年来，我区着力发展特色优势种植保险业务，为种业高质量发展、保障农民收益稳定提供有力支持。图为培保区蔗地喷洒作业现场。（广西云-广西日报记者 孟振兴 摄） (243, 396, 611, 402)
announcement-article (10, 749, 369, 1611)
table-cell: 44.82 (875, 414, 940, 423)
ai-video-title-2: 获外交部发言人官方账号推送 (1965, 458, 2152, 474)
table-cell: 12.09 (939, 443, 1049, 453)
h-p1: 本报讯 近日，广西壮族自治区人民政府办公厅印发相关通知，明确提出要加大对农业保险的支持力度，推动农业保险高质量发展。据了解，该政策将进一步完善农业保险保障体系，扩大保险覆盖面，提高保障水平，为农业产业发展提供更加坚实的风险保障。相关部门将加强协同配合，确保各项政策措施落地见效。 (1843, 93, 1982, 138)
section-body-2 (505, 431, 744, 559)
c-p4: 与此同时，相关金融机构也在积极创新产品和服务模式，围绕特色农业产业链条，开发针对性强、保障范围广的保险产品，切实满足农业生产经营主体多样化的风险保障需求，助力乡村振兴战略深入实施。 (1989, 231, 2128, 261)
byline: 广西云-广西日报记者 孟振兴 (337, 146, 417, 153)
beach-cap-2: 游人如织 (1401, 638, 1411, 689)
contact-line-1: ①广西云客户端“读报”频道-点击“我要说” (1164, 311, 1252, 318)
table-cell: 832885.BJ (783, 502, 833, 512)
feature-article-left (10, 51, 745, 740)
f-p5: 本报讯 近日，广西壮族自治区人民政府办公厅印发相关通知，明确提出要加大对农业保险的支持力度，推动农业保险高质量发展。据了解，该政策将进一步完善农业保险保障体系，扩大保险覆盖面，提高保障水平，为农业产业发展提供更加坚实的风险保障。相关部门将加强协同配合，确保各项政策措施落地见效。 (1453, 133, 1590, 178)
s3-p2: 与此同时，相关金融机构也在积极创新产品和服务模式，围绕特色农业产业链条，开发针对性强、保障范围广的保险产品，切实满足农业生产经营主体多样化的风险保障需求，助力乡村振兴战略深入实施。 (10, 565, 249, 579)
table-cell: 300402.SZ (783, 433, 833, 443)
q-p1: 本报讯 近日，广西壮族自治区人民政府办公厅印发相关通知，明确提出要加大对农业保险的支持力度，推动农业保险高质量发展。据了解，该政策将进一步完善农业保险保障体系，扩大保险覆盖面，提高保障水平，为农业产业发展提供更加坚实的风险保障。相关部门将加强协同配合，确保各项政策措施落地见效。 (1843, 666, 1982, 711)
table-row (760, 473, 1145, 483)
fr-p3: 本报讯 近日，广西壮族自治区人民政府办公厅印发相关通知，明确提出要加大对农业保险的支持力度，推动农业保险高质量发展。据了解，该政策将进一步完善农业保险保障体系，扩大保险覆盖面，提高保障水平，为农业产业发展提供更加坚实的风险保障。相关部门将加强协同配合，确保各项政策措施落地见效。 (1275, 470, 1379, 522)
table-cell: 4 (760, 443, 783, 453)
t-p7: 本报讯 近日，广西壮族自治区人民政府办公厅印发相关通知，明确提出要加大对农业保险的支持力度，推动农业保险高质量发展。据了解，该政策将进一步完善农业保险保障体系，扩大保险覆盖面，提高保障水平，为农业产业发展提供更加坚实的风险保障。相关部门将加强协同配合，确保各项政策措施落地见效。 (691, 846, 839, 883)
stock-th-0: 序号 (760, 404, 783, 414)
table-cell: 南宁百货 (833, 493, 875, 502)
y-p6: 与此同时，相关金融机构也在积极创新产品和服务模式，围绕特色农业产业链条，开发针对性强、保障范围广的保险产品，切实满足农业生产经营主体多样化的风险保障需求，助力乡村振兴战略深入实施。 (2135, 813, 2274, 843)
s2-p6: 与此同时，相关金融机构也在积极创新产品和服务模式，围绕特色农业产业链条，开发针对性强、保障范围广的保险产品，切实满足农业生产经营主体多样化的风险保障需求，助力乡村振兴战略深入实施。 (505, 545, 745, 558)
masthead-rule-left (161, 22, 571, 25)
c-p1: 本报讯 近日，广西壮族自治区人民政府办公厅印发相关通知，明确提出要加大对农业保险的支持力度，推动农业保险高质量发展。据了解，该政策将进一步完善农业保险保障体系，扩大保险覆盖面，提高保障水平，为农业产业发展提供更加坚实的风险保障。相关部门将加强协同配合，确保各项政策措施落地见效。 (1843, 183, 1982, 228)
y-p4: 与此同时，相关金融机构也在积极创新产品和服务模式，围绕特色农业产业链条，开发针对性强、保障范围广的保险产品，切实满足农业生产经营主体多样化的风险保障需求，助力乡村振兴战略深入实施。 (1989, 813, 2128, 843)
table-row (760, 414, 1145, 423)
campaign-body (1843, 183, 2274, 265)
a-p7: 本报讯 近日，广西壮族自治区人民政府办公厅印发相关通知，明确提出要加大对农业保险的支持力度，推动农业保险高质量发展。据了解，该政策将进一步完善农业保险保障体系，扩大保险覆盖面，提高保障水平，为农业产业发展提供更加坚实的风险保障。相关部门将加强协同配合，确保各项政策措施落地见效。 (193, 817, 369, 846)
table-cell: 5 (760, 453, 783, 463)
table-cell: 兼乐股份 (833, 502, 875, 512)
table-cell: 华东医药 (833, 414, 875, 423)
table-cell: 18.07 (939, 423, 1049, 433)
table-cell: 3.60 (939, 453, 1049, 463)
table-row (760, 493, 1145, 502)
table-cell: -2.16 (1049, 443, 1104, 453)
m-p3: 与此同时，相关金融机构也在积极创新产品和服务模式，围绕特色农业产业链条，开发针对性强、保障范围广的保险产品，切实满足农业生产经营主体多样化的风险保障需求，助力乡村振兴战略深入实施。 (257, 452, 497, 466)
kicker-red-badge: 我来说 (1504, 51, 1549, 69)
e-p4: 与此同时，相关金融机构也在积极创新产品和服务模式，围绕特色农业产业链条，开发针对性强、保障范围广的保险产品，切实满足农业生产经营主体多样化的风险保障需求，助力乡村振兴战略深入实施。 (1989, 302, 2128, 331)
masthead-right (1156, 1, 2294, 48)
table-cell: 恒生科技 (833, 433, 875, 443)
masthead-date-right (1200, 8, 1307, 39)
masthead-date-right-line2: 监制娄黄 主编 周烁 编辑 梁一 校对 蒙莉 (1200, 20, 1305, 37)
stock-table-header-row (760, 404, 1145, 414)
table-cell: 600062.SZ (783, 483, 833, 493)
stock-th-6: 所属行业 (1104, 404, 1146, 414)
e-p9: 本报讯 近日，广西壮族自治区人民政府办公厅印发相关通知，明确提出要加大对农业保险的支持力度，推动农业保险高质量发展。据了解，该政策将进一步完善农业保险保障体系，扩大保险覆盖面，提高保障水平，为农业产业发展提供更加坚实的风险保障。相关部门将加强协同配合，确保各项政策措施落地见效。 (2135, 384, 2274, 428)
t-p3: 本报讯 近日，广西壮族自治区人民政府办公厅印发相关通知，明确提出要加大对农业保险的支持力度，推动农业保险高质量发展。据了解，该政策将进一步完善农业保险保障体系，扩大保险覆盖面，提高保障水平，为农业产业发展提供更加坚实的风险保障。相关部门将加强协同配合，确保各项政策措施落地见效。 (384, 795, 685, 883)
table-cell: 832023.BJ (783, 473, 833, 483)
stock-article-body (760, 283, 1146, 362)
friendship-title: 端午假期友谊关口岸延长通关时间保通畅 (1357, 442, 1633, 458)
d-p7: 本报讯 近日，广西壮族自治区人民政府办公厅印发相关通知，明确提出要加大对农业保险的支持力度，推动农业保险高质量发展。据了解，该政策将进一步完善农业保险保障体系，扩大保险覆盖面，提高保障水平，为农业产业发展提供更加坚实的风险保障。相关部门将加强协同配合，确保各项政策措施落地见效。 (1481, 302, 1828, 415)
table-cell: 600712.SH (783, 493, 833, 502)
table-cell: 工业 (1104, 423, 1146, 433)
table-cell: 93.52 (1049, 502, 1104, 512)
table-cell: 3 (760, 433, 783, 443)
env-report-title: 广西公开通报2025年第三批生态环境问题典型案例 (1907, 276, 2210, 292)
location-tag-lingshan: 灵山 (1843, 724, 1860, 734)
